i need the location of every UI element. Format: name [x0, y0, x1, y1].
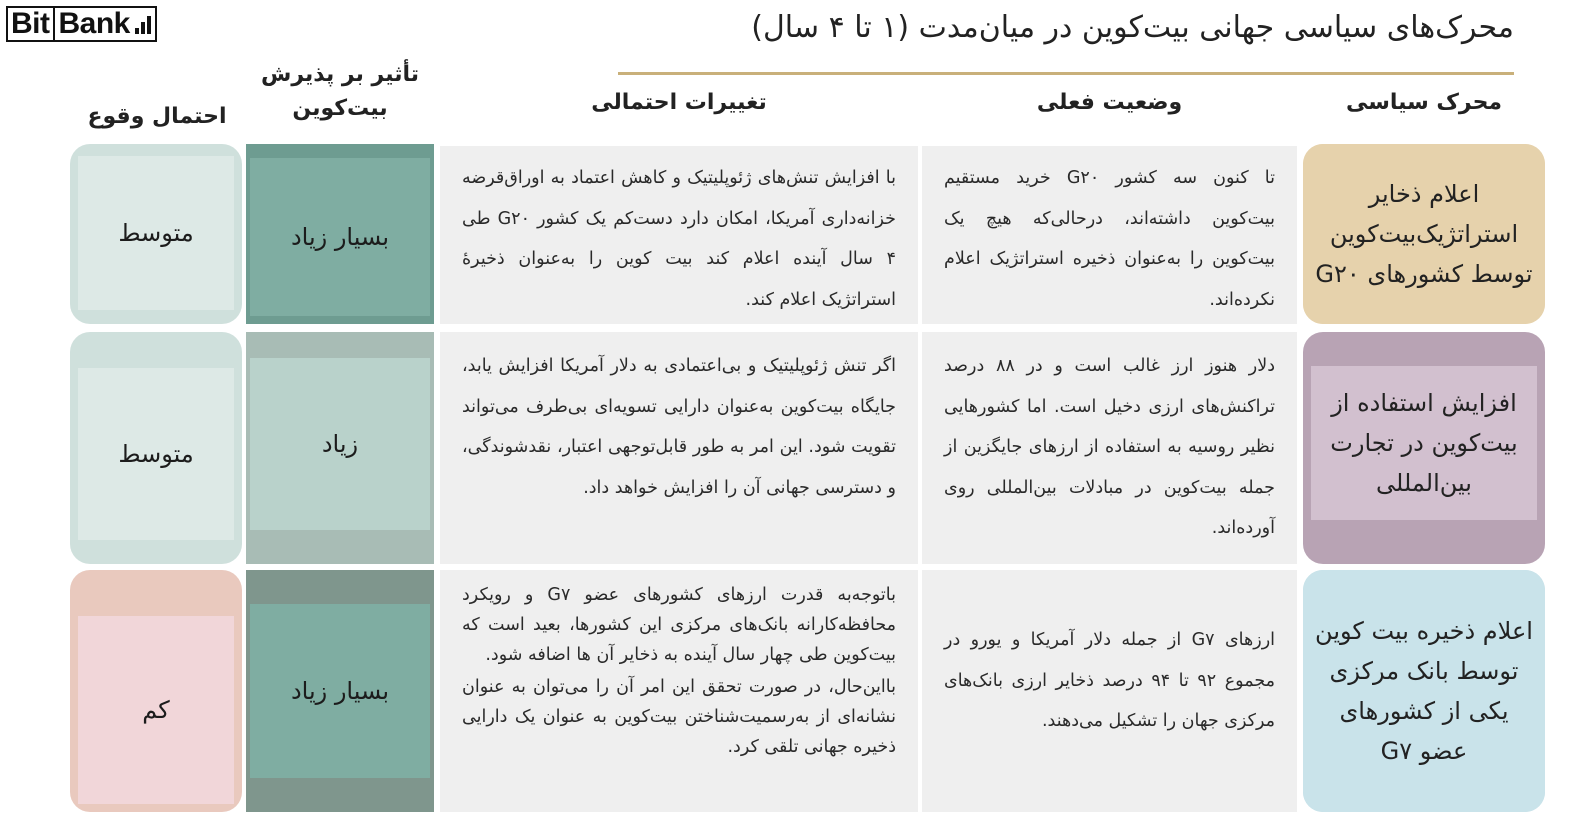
possible-changes-text: [440, 570, 918, 812]
bitbank-logo: [6, 6, 157, 42]
changes-paragraph: اگر تنش ژئوپلیتیک و بی‌اعتمادی به دلار آمریکا افزایش یابد، جایگاه بیت‌کوین به‌عنوان دارایی تسویه‌ای بی‌طرف می‌تواند تقویت شود. این امر به طور قابل‌توجهی اعتبار، نقدشوندگی، و دسترسی جهانی آن را افزایش خواهد داد.: [462, 356, 896, 498]
header-impact: تأثیر بر پذیرش بیت‌کوین: [261, 62, 419, 121]
driver-card: [1303, 332, 1545, 564]
impact-card: [246, 570, 434, 812]
bar-chart-icon: [135, 14, 151, 34]
driver-label: اعلام ذخیره بیت کوین توسط بانک مرکزی یکی از کشورهای عضو G۷: [1303, 570, 1545, 812]
probability-card: [70, 570, 242, 812]
impact-card: [246, 332, 434, 564]
possible-changes-text: [440, 332, 918, 564]
changes-paragraph: باتوجه‌به قدرت ارزهای کشورهای عضو G۷ و رویکرد محافظه‌کارانه بانک‌های مرکزی این کشورها، بعید است که بیت‌کوین طی چهار سال آینده به ذخایر آن ها اضافه شود.: [462, 585, 896, 665]
driver-label: اعلام ذخایر استراتژیک‌بیت‌کوین توسط کشورهای G۲۰: [1303, 144, 1545, 324]
logo-bank-text: Bank: [58, 7, 130, 40]
current-status-text: تا کنون سه کشور G۲۰ خرید مستقیم بیت‌کوین داشته‌اند، درحالی‌که هیچ یک بیت‌کوین را به‌عنوان ذخیره استراتژیک اعلام نکرده‌اند.: [922, 146, 1297, 324]
changes-paragraph: با افزایش تنش‌های ژئوپلیتیک و کاهش اعتماد به اوراق‌قرضه خزانه‌داری آمریکا، امکان دارد دست‌کم یک کشور G۲۰ طی ۴ سال آینده اعلام کند بیت کوین را به‌عنوان ذخیرهٔ استراتژیک اعلام کند.: [462, 168, 896, 310]
probability-card: [70, 144, 242, 324]
impact-value: بسیار زیاد: [250, 604, 430, 778]
logo-part-bit: Bit: [6, 6, 55, 42]
header-current: وضعیت فعلی: [1036, 90, 1183, 115]
header-changes: تغییرات احتمالی: [591, 90, 767, 115]
current-status-text: دلار هنوز ارز غالب است و در ۸۸ درصد تراکنش‌های ارزی دخیل است. اما کشورهایی نظیر روسیه به استفاده از ارزهای جایگزین از جمله بیت‌کوین در مبادلات بین‌المللی روی آورده‌اند.: [922, 332, 1297, 564]
probability-card: [70, 332, 242, 564]
changes-paragraph: بااین‌حال، در صورت تحقق این امر آن را می‌توان به عنوان نشانه‌ای از به‌رسمیت‌شناختن بیت‌کوین به عنوان یک دارایی ذخیره جهانی تلقی کرد.: [462, 677, 896, 757]
title-underline: [618, 72, 1514, 75]
header-driver: محرک سیاسی: [1345, 90, 1503, 115]
header-probability: احتمال وقوع: [87, 104, 227, 129]
page-title: محرک‌های سیاسی جهانی بیت‌کوین در میان‌مدت (۱ تا ۴ سال): [751, 10, 1514, 45]
driver-card: [1303, 570, 1545, 812]
possible-changes-text: [440, 146, 918, 324]
probability-value: متوسط: [78, 368, 234, 540]
impact-value: زیاد: [250, 358, 430, 530]
impact-card: [246, 144, 434, 324]
driver-label: افزایش استفاده از بیت‌کوین در تجارت بین‌المللی: [1311, 366, 1537, 520]
current-status-text: ارزهای G۷ از جمله دلار آمریکا و یورو در مجموع ۹۲ تا ۹۴ درصد ذخایر ارزی بانک‌های مرکزی جهان را تشکیل می‌دهند.: [922, 570, 1297, 812]
impact-value: بسیار زیاد: [250, 158, 430, 316]
probability-value: کم: [78, 616, 234, 804]
probability-value: متوسط: [78, 156, 234, 310]
driver-card: [1303, 144, 1545, 324]
logo-part-bank: [55, 6, 157, 42]
